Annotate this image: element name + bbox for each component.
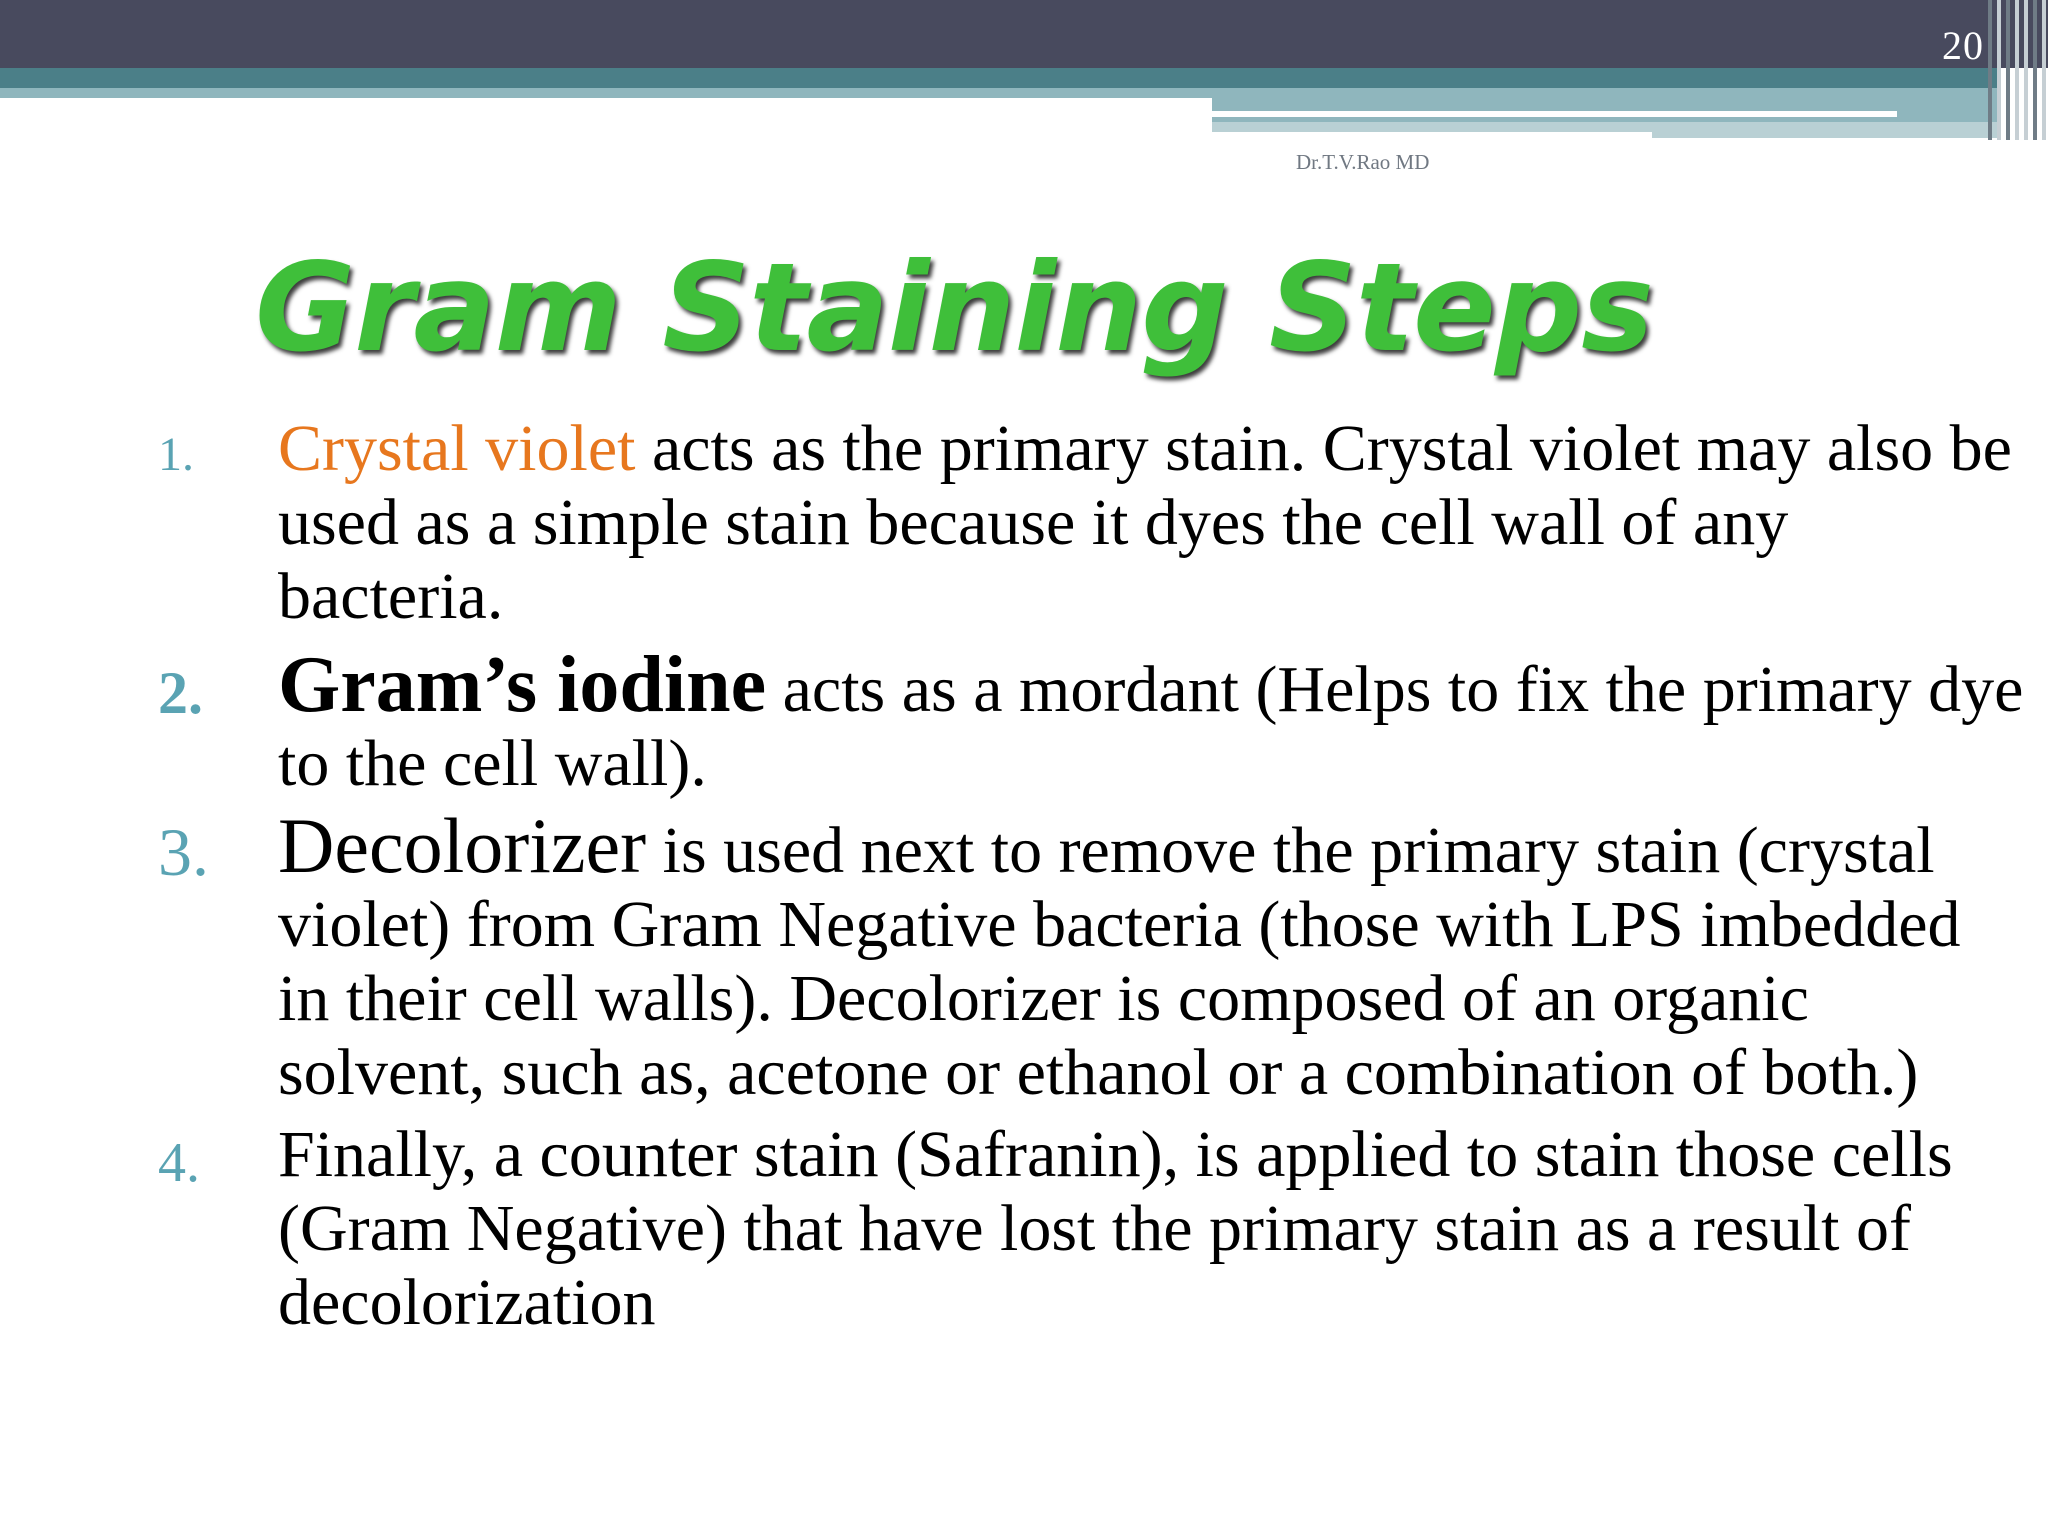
slide-title [0, 238, 2048, 378]
page-number: 20 [1942, 23, 1984, 68]
step-item-2 [158, 641, 2028, 801]
step-number-3: 3. [158, 814, 209, 890]
step-text-3: is used next to remove the primary stain (crystal violet) from Gram Negative bacteria (those with LPS imbedded in their cell walls). Decolorizer is composed of an organic solvent, such as, acetone or ethanol or a combination of both.) [278, 814, 1961, 1109]
step-text-2: acts as a mordant (Helps to fix the primary dye to the cell wall). [278, 653, 2024, 800]
slide-title-text: Gram Staining Steps [255, 237, 1653, 379]
step-number-4: 4. [158, 1132, 200, 1194]
step-lead-2: Gram’s iodine [278, 641, 767, 729]
step-number-2: 2. [158, 660, 203, 726]
header-band-dark [0, 0, 2048, 68]
step-text-1: acts as the primary stain. Crystal violet may also be used as a simple stain because it dyes the cell wall of any bacteria. [278, 412, 2012, 633]
step-lead-3: Decolorizer [278, 802, 647, 889]
header-stripes [1988, 0, 2048, 140]
step-text-4: Finally, a counter stain (Safranin), is applied to stain those cells (Gram Negative) that have lost the primary stain as a result of decolorization [278, 1118, 1953, 1339]
header-lower-white [1212, 132, 1652, 140]
header-band-teal-light [0, 88, 1212, 98]
step-item-4 [158, 1118, 2028, 1340]
header-band-teal [0, 68, 2000, 88]
step-item-3 [158, 802, 2028, 1110]
author-credit: Dr.T.V.Rao MD [1296, 150, 1430, 174]
header-white-line [1212, 111, 1897, 117]
step-item-1 [158, 412, 2028, 634]
step-number-1: 1. [158, 428, 194, 481]
step-lead-1: Crystal violet [278, 412, 636, 485]
steps-list [158, 412, 2028, 1340]
